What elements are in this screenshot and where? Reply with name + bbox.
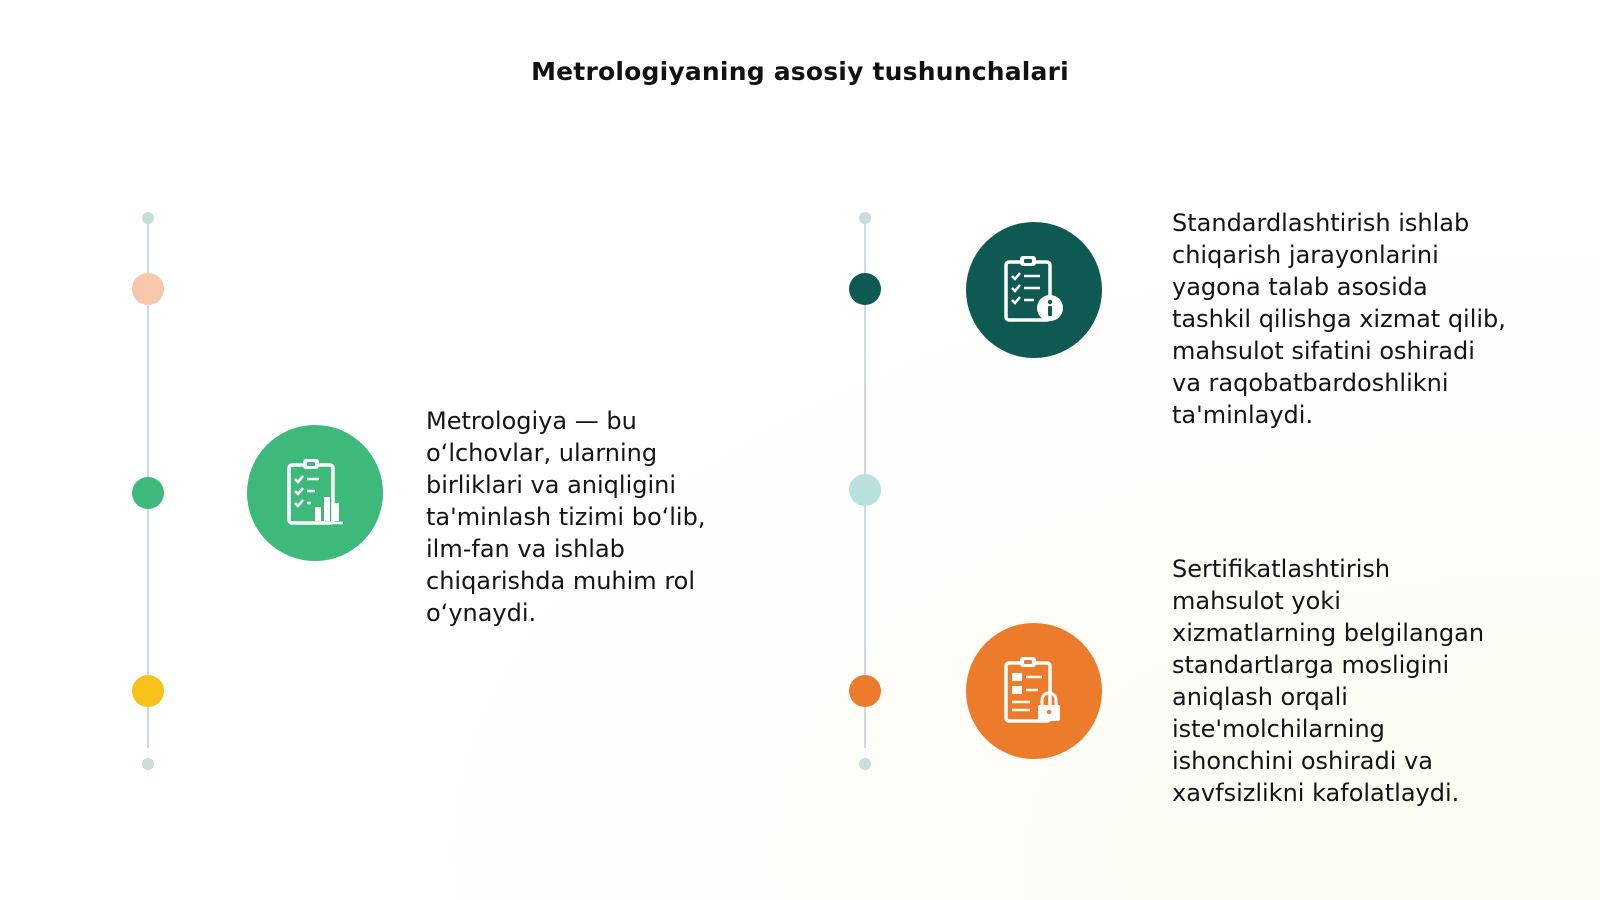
timeline-endpoint-dot bbox=[859, 212, 871, 224]
standardization-description: Standardlashtirish ishlab chiqarish jarayonlarini yagona talab asosida tashkil qilishga xizmat qilib, mahsulot sifatini oshiradi va raqobatbardoshlikni ta'minlaydi. bbox=[1172, 209, 1506, 429]
timeline-dot-mint bbox=[849, 474, 881, 506]
metrology-description: Metrologiya — bu o‘lchovlar, ularning birliklari va aniqligini ta'minlash tizimi bo‘lib, ilm-fan va ishlab chiqarishda muhim rol o‘ynaydi. bbox=[426, 407, 706, 627]
certification-description: Sertifikatlashtirish mahsulot yoki xizmatlarning belgilangan standartlarga mosligini aniqlash orqali iste'molchilarning ishonchini oshiradi va xavfsizlikni kafolatlaydi. bbox=[1172, 555, 1485, 807]
clipboard-chart-icon bbox=[275, 453, 355, 533]
metrology-badge bbox=[247, 425, 383, 561]
timeline-dot-dark-teal bbox=[849, 273, 881, 305]
timeline-dot-yellow bbox=[132, 675, 164, 707]
certification-badge bbox=[966, 623, 1102, 759]
timeline-endpoint-dot bbox=[859, 758, 871, 770]
timeline-dot-orange bbox=[849, 675, 881, 707]
timeline-dot-peach bbox=[132, 273, 164, 305]
page-title: Metrologiyaning asosiy tushunchalari bbox=[531, 56, 1069, 86]
timeline-endpoint-dot bbox=[142, 212, 154, 224]
clipboard-info-icon bbox=[994, 250, 1074, 330]
clipboard-lock-icon bbox=[994, 651, 1074, 731]
timeline-endpoint-dot bbox=[142, 758, 154, 770]
timeline-dot-green bbox=[132, 477, 164, 509]
standardization-badge bbox=[966, 222, 1102, 358]
